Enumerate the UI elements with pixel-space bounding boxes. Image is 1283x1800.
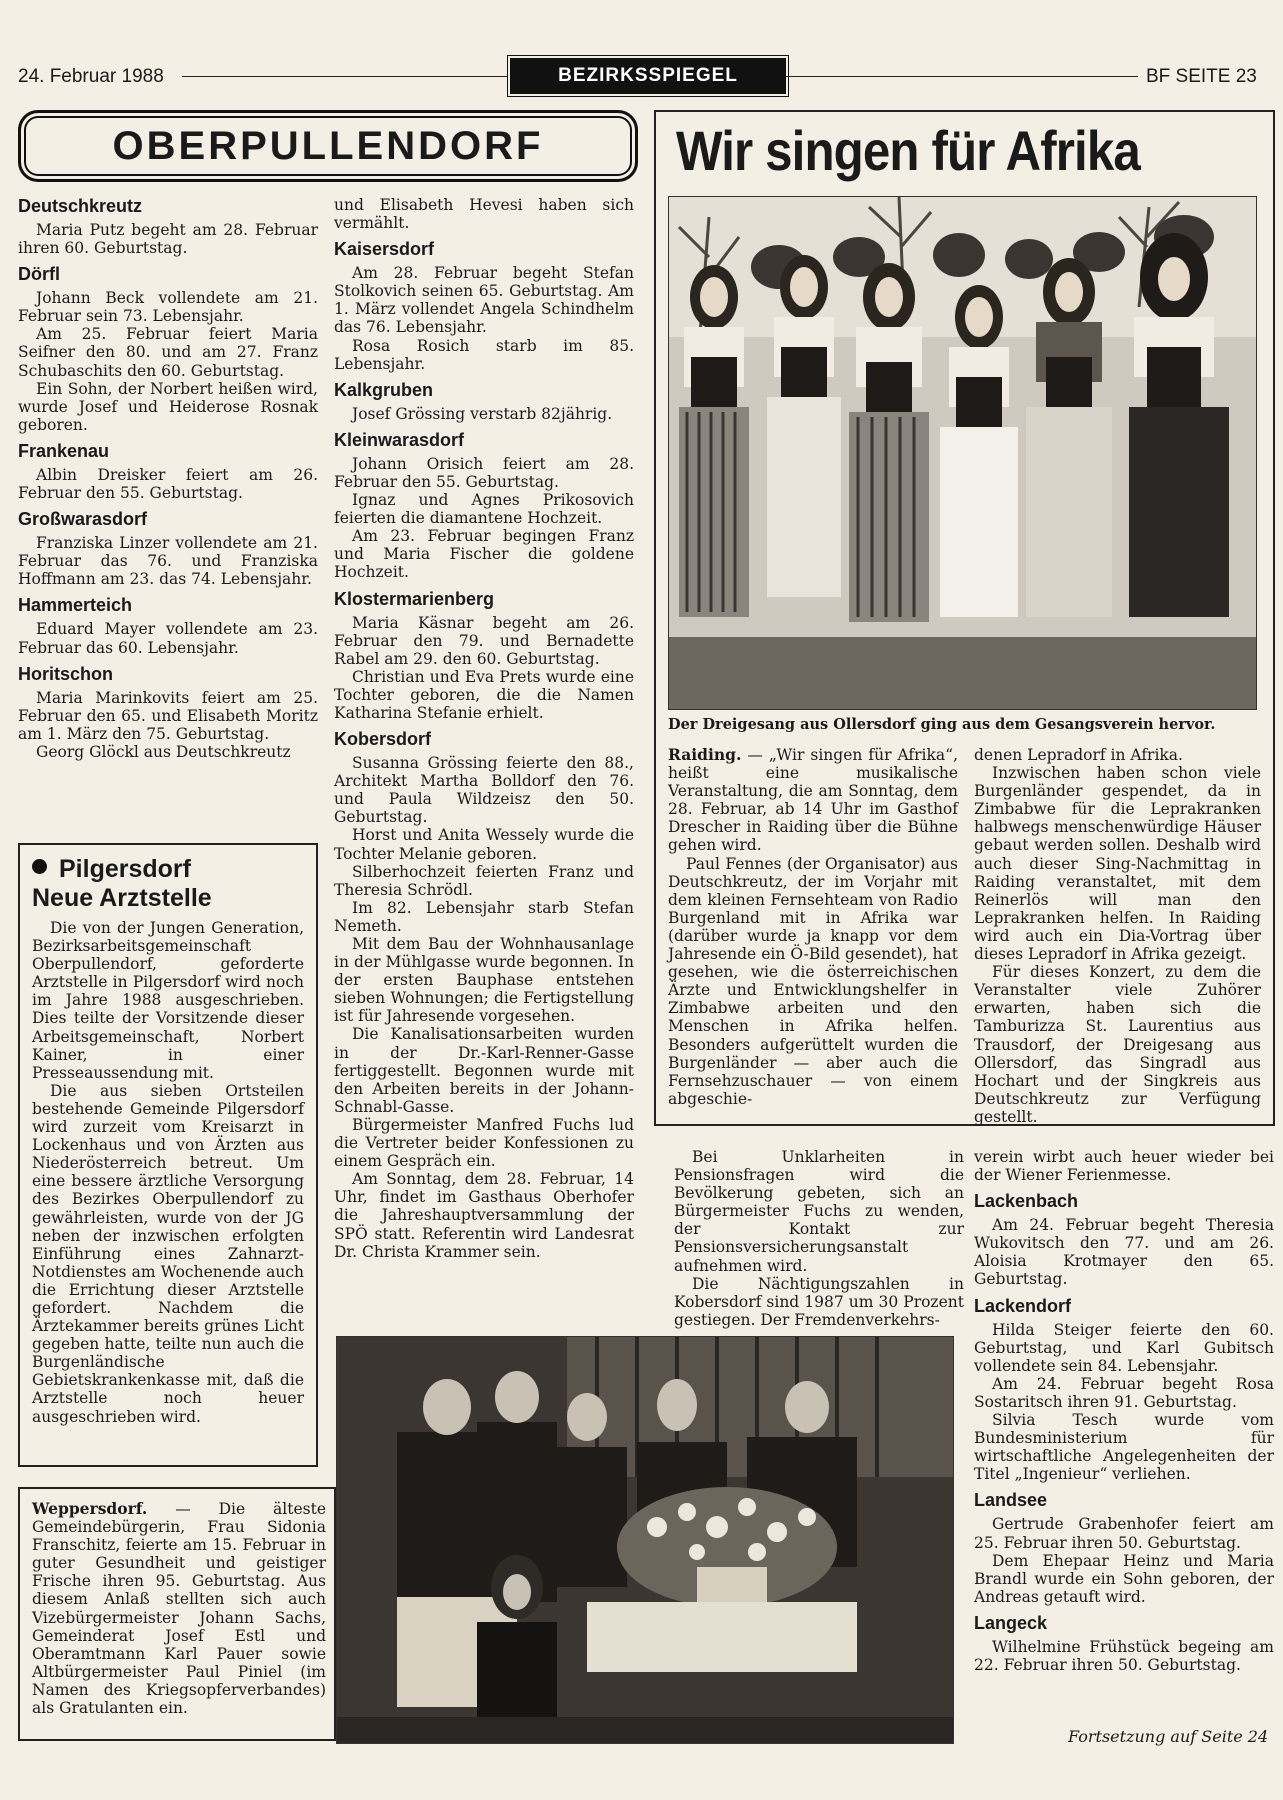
locality-block [974,1613,1274,1674]
pilgersdorf-headline [32,855,312,913]
weppersdorf-text [32,1500,326,1717]
issue-date: 24. Februar 1988 [18,66,164,87]
locality-paragraph: Johann Beck vollendete am 21. Februar sein 73. Lebensjahr. [18,289,318,326]
header-rule-right [786,76,1138,77]
locality-paragraph: Maria Käsnar begeht am 26. Februar den 79. und Bernadette Rabel am 29. den 60. Geburtstag. [334,613,634,668]
locality-paragraph: Christian und Eva Prets wurde eine Tochter geboren, die die Namen Katharina Stefanie erhielt. [334,667,634,722]
weppersdorf-runin: Weppersdorf. [32,1499,148,1518]
locality-paragraph: Im 82. Lebensjahr starb Stefan Nemeth. [334,898,634,935]
kobersdorf-continuation [674,1148,964,1329]
afrika-paragraph: Paul Fennes (der Organisator) aus Deutschkreutz, der im Vorjahr mit dem kleinen Fernsehteam von Radio Burgenland mit in Afrika war (darüber wurde ja knapp vor dem Jahresende ein Ö-Bild gesendet), hat gesehen, wie die österreichischen Ärzte und Entwicklungshelfer in Zimbabwe arbeiten und den Menschen in Afrika helfen. Besonders aufgerüttelt wurden die Burgenländer — aber auch die Fernsehzuschauer — von einem abgeschie- [668,854,958,1108]
locality-block [334,729,634,1261]
locality-block [18,664,318,761]
locality-paragraph: Silvia Tesch wurde vom Bundesministerium für wirtschaftliche Angelegenheiten der Titel „Ingenieur“ verliehen. [974,1411,1274,1484]
locality-paragraph: Silberhochzeit feierten Franz und Theresia Schrödl. [334,862,634,899]
locality-paragraph: Franziska Linzer vollendete am 21. Februar das 76. und Franziska Hoffmann am 23. das 74. Lebensjahr. [18,534,318,589]
locality-heading: Frankenau [18,440,110,461]
locality-paragraph: Am 25. Februar feiert Maria Seifner den 80. und am 27. Franz Schubaschits den 60. Geburtstag. [18,325,318,380]
locality-block [334,430,634,582]
locality-block [18,509,318,588]
column-2 [334,196,634,1268]
locality-block [334,380,634,423]
locality-block [334,196,634,232]
locality-block [974,1148,1274,1184]
column-4 [974,1148,1274,1681]
locality-paragraph: und Elisabeth Hevesi haben sich vermählt. [334,196,634,233]
locality-paragraph: Hilda Steiger feierte den 60. Geburtstag, und Karl Gubitsch vollendete sein 84. Lebensjahr. [974,1320,1274,1375]
weppersdorf-paragraph [32,1500,326,1717]
locality-paragraph: Maria Putz begeht am 28. Februar ihren 60. Geburtstag. [18,221,318,258]
locality-heading: Landsee [974,1490,1048,1511]
locality-heading: Kalkgruben [334,379,434,400]
locality-paragraph: Susanna Grössing feierte den 88., Architekt Martha Bolldorf den 76. und Paula Wildzeisz den 50. Geburtstag. [334,754,634,827]
pilgersdorf-paragraph: Die von der Jungen Generation, Bezirksarbeitsgemeinschaft Oberpullendorf, geforderte Arztstelle in Pilgersdorf wird noch im Jahre 1988 ausgeschrieben. Dies teilte der Vorsitzende dieser Arbeitsgemeinschaft, Norbert Kainer, in einer Presseaussendung mit. [32,919,304,1082]
locality-paragraph: Dem Ehepaar Heinz und Maria Brandl wurde ein Sohn geboren, der Andreas getauft wird. [974,1551,1274,1606]
locality-heading: Großwarasdorf [18,509,148,530]
locality-heading: Kleinwarasdorf [334,429,465,450]
locality-block [18,196,318,257]
choir-photo-illustration [669,197,1256,709]
birthday-photo [336,1336,954,1744]
locality-paragraph: Am 24. Februar begeht Rosa Sostaritsch ihren 91. Geburtstag. [974,1374,1274,1411]
locality-paragraph: Die Kanalisationsarbeiten wurden in der Dr.-Karl-Renner-Gasse fertiggestellt. Begonnen wurde mit den Arbeiten bereits in der Johann-Schnabl-Gasse. [334,1025,634,1116]
page-number: BF SEITE 23 [1146,66,1257,87]
locality-block [18,264,318,434]
afrika-paragraph: Für dieses Konzert, zu dem die Veranstalter viele Zuhörer erwarten, haben sich die Tamburizza St. Laurentius aus Trausdorf, der Dreigesang aus Ollersdorf, das Singradl aus Hochart und der Singkreis aus Deutschkreutz zur Verfügung gestellt. [974,963,1261,1126]
locality-block [974,1191,1274,1288]
locality-paragraph: Horst und Anita Wessely wurde die Tochter Melanie geboren. [334,826,634,863]
locality-block [18,441,318,502]
locality-paragraph: verein wirbt auch heuer wieder bei der Wiener Ferienmesse. [974,1148,1274,1185]
pilgersdorf-body [32,919,304,1426]
locality-paragraph: Bürgermeister Manfred Fuchs lud die Vertreter beider Konfessionen zu einem Gespräch ein. [334,1115,634,1171]
locality-heading: Langeck [974,1612,1048,1633]
locality-paragraph: Josef Grössing verstarb 82jährig. [352,404,613,423]
locality-heading: Horitschon [18,663,114,684]
locality-paragraph: Gertrude Grabenhofer feiert am 25. Februar ihren 50. Geburtstag. [974,1515,1274,1552]
afrika-headline: Wir singen für Afrika [676,119,1140,182]
locality-heading: Hammerteich [18,595,133,616]
locality-paragraph: Am Sonntag, dem 28. Februar, 14 Uhr, findet im Gasthaus Oberhofer die Jahreshauptversammlung der SPÖ statt. Referentin wird Landesrat Dr. Christa Krammer sein. [334,1170,634,1261]
locality-paragraph: Wilhelmine Frühstück begeing am 22. Februar ihren 50. Geburtstag. [974,1637,1274,1674]
bullet-icon [32,859,47,874]
locality-paragraph: Albin Dreisker feiert am 26. Februar den 55. Geburtstag. [18,465,318,503]
locality-paragraph: Ignaz und Agnes Prikosovich feierten die diamantene Hochzeit. [334,491,634,528]
locality-paragraph: Georg Glöckl aus Deutschkreutz [36,742,291,761]
locality-block [974,1296,1274,1484]
weppersdorf-body: — Die älteste Gemeindebürgerin, Frau Sidonia Franschitz, feierte am 15. Februar in guter Gesundheit und geistiger Frische ihren 95. Geburtstag. Aus diesem Anlaß stellten sich auch Vizebürgermeister Johann Sachs, Gemeinderat Josef Estl und Oberamtmann Karl Pauer sowie Altbürgermeister Paul Piniel (im Namen des Kriegsopferverbandes) als Gratulanten ein. [32,1500,326,1718]
choir-photo [668,196,1257,710]
section-title: BEZIRKSSPIEGEL [510,58,786,94]
locality-heading: Kaisersdorf [334,239,435,260]
header-rule-left [182,76,508,77]
kobersdorf-paragraph: Die Nächtigungszahlen in Kobersdorf sind 1987 um 30 Prozent gestiegen. Der Fremdenverkehrs- [674,1274,964,1329]
afrika-column-a [668,746,958,1108]
locality-paragraph: Am 28. Februar begeht Stefan Stolkovich seinen 65. Geburtstag. Am 1. März vollendet Angela Schindhelm das 76. Lebensjahr. [334,264,634,337]
choir-photo-caption: Der Dreigesang aus Ollersdorf ging aus dem Gesangsverein hervor. [668,716,1216,733]
locality-block [974,1490,1274,1605]
locality-paragraph: Rosa Rosich starb im 85. Lebensjahr. [334,336,634,373]
town-banner-title: OBERPULLENDORF [112,124,544,168]
afrika-paragraph: Inzwischen haben schon viele Burgenländer gespendet, da in Zimbabwe für die Leprakranken halbwegs menschenwürdige Häuser gebaut werden sollen. Deshalb wird auch dieser Sing-Nachmittag in Raiding veranstaltet, mit dem Reinerlös will man den Leprakranken helfen. In Raiding wird auch ein Dia-Vortrag über dieses Lepradorf in Afrika gezeigt. [974,764,1261,964]
locality-paragraph: Johann Orisich feiert am 28. Februar den 55. Geburtstag. [334,454,634,491]
locality-heading: Lackenbach [974,1191,1079,1212]
column-1 [18,196,318,768]
locality-heading: Lackendorf [974,1295,1072,1316]
locality-paragraph: Maria Marinkovits feiert am 25. Februar den 65. und Elisabeth Moritz am 1. März den 75. Geburtstag. [18,688,318,743]
pilgersdorf-paragraph: Die aus sieben Ortsteilen bestehende Gemeinde Pilgersdorf wird zurzeit vom Kreisarzt in Lockenhaus und von Ärzten aus Niederösterreich betreut. Um eine bessere ärztliche Versorgung des Bezirkes Oberpullendorf zu gewährleisten, wurde von der JG neben der inzwischen erfolgten Einführung eines Zahnarzt-Notdienstes am Wochenende auch die Errichtung dieser Arztstelle gefordert. Nachdem die Ärztekammer bereits grünes Licht gegeben hatte, teilte nun auch die Burgenländische Gebietskrankenkasse mit, daß die Arztstelle noch heuer ausgeschrieben wird. [32,1081,304,1426]
kobersdorf-paragraph: Bei Unklarheiten in Pensionsfragen wird die Bevölkerung gebeten, sich an Bürgermeister Fuchs zu wenden, der Kontakt zur Pensionsversicherungsanstalt aufnehmen wird. [674,1148,964,1275]
afrika-column-b [974,746,1261,1126]
locality-heading: Deutschkreutz [18,196,143,216]
birthday-photo-illustration [337,1337,953,1743]
pilgersdorf-headline-line1: Pilgersdorf [59,855,191,883]
locality-paragraph: Am 24. Februar begeht Theresia Wukovitsch den 77. und am 26. Aloisia Krotmayer den 65. Geburtstag. [974,1216,1274,1289]
locality-block [334,589,634,723]
locality-paragraph: Am 23. Februar begingen Franz und Maria Fischer die goldene Hochzeit. [334,527,634,582]
locality-paragraph: Ein Sohn, der Norbert heißen wird, wurde Josef und Heiderose Rosnak geboren. [18,379,318,434]
locality-heading: Kobersdorf [334,729,432,750]
afrika-paragraph [668,746,958,855]
locality-heading: Klostermarienberg [334,588,495,609]
afrika-runin: Raiding. [668,745,742,764]
locality-paragraph: Eduard Mayer vollendete am 23. Februar das 60. Lebensjahr. [18,620,318,657]
pilgersdorf-headline-line2: Neue Arztstelle [32,884,212,912]
continuation-note: Fortsetzung auf Seite 24 [1068,1727,1269,1746]
locality-block [18,595,318,656]
afrika-lead: — „Wir singen für Afrika“, heißt eine musikalische Veranstaltung, die am Sonntag, dem 28. Februar, ab 14 Uhr im Gasthof Drescher in Raiding über die Bühne gehen wird. [668,746,958,855]
locality-paragraph: Mit dem Bau der Wohnhausanlage in der Mühlgasse wurde begonnen. In der ersten Bauphase entstehen sieben Wohnungen; die Fertigstellung ist für Jahresende vorgesehen. [334,935,634,1026]
locality-block [334,239,634,373]
locality-heading: Dörfl [18,264,60,285]
pilgersdorf-box [18,843,318,1467]
afrika-paragraph: denen Lepradorf in Afrika. [974,746,1183,764]
